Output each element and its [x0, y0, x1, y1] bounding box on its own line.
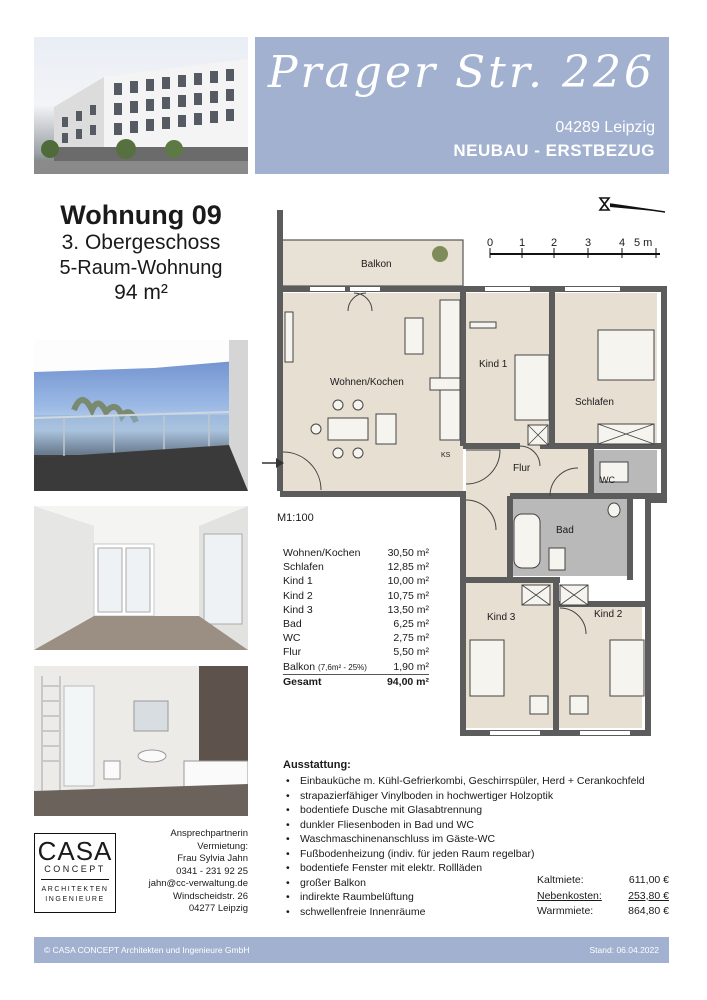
- logo-line-architects: ARCHITEKTEN: [41, 886, 109, 893]
- street-title: Prager Str. 226: [267, 47, 655, 98]
- scale-tick: 1: [519, 237, 526, 249]
- feature-item: • strapazierfähiger Vinylboden in hochwertiger Holzoptik: [283, 789, 683, 804]
- building-photo: [34, 37, 248, 174]
- scale-tick: 5 m: [634, 237, 653, 249]
- scale-tick: 4: [619, 237, 626, 249]
- rent-table: [537, 873, 669, 920]
- feature-item: • indirekte Raumbelüftung: [283, 890, 683, 905]
- logo-sub: CONCEPT: [44, 864, 106, 874]
- logo-divider: [41, 879, 109, 880]
- tagline: NEUBAU - ERSTBEZUG: [453, 141, 655, 160]
- unit-floor: 3. Obergeschoss: [61, 231, 221, 254]
- rent-row-kalt: Kaltmiete: 611,00 €: [537, 874, 669, 886]
- footer-copyright: © CASA CONCEPT Architekten und Ingenieure GmbH: [44, 945, 250, 955]
- area-row: Kind 1 10,00 m²: [283, 575, 429, 588]
- unit-rooms: 5-Raum-Wohnung: [59, 257, 223, 279]
- logo-name: CASA: [37, 836, 113, 866]
- features-title: Ausstattung:: [283, 759, 351, 771]
- scale-bar: [487, 237, 660, 258]
- room-label-ks: KS: [441, 452, 451, 459]
- footer-bar: [34, 937, 669, 963]
- area-row: Wohnen/Kochen 30,50 m²: [283, 547, 429, 559]
- area-row: Kind 3 13,50 m²: [283, 603, 429, 616]
- bathroom-photo: [34, 666, 248, 816]
- feature-item: • dunkler Fliesenboden in Bad und WC: [283, 818, 683, 833]
- room-label-bad: Bad: [556, 525, 574, 536]
- unit-title: Wohnung 09: [60, 200, 222, 230]
- room-label-kind1: Kind 1: [479, 359, 508, 370]
- area-row-total: Gesamt 94,00 m²: [283, 675, 429, 688]
- unit-info: [34, 200, 248, 306]
- city: 04289 Leipzig: [555, 119, 655, 136]
- scale-tick: 2: [551, 237, 558, 249]
- rent-row-warm: Warmmiete: 864,80 €: [537, 905, 669, 917]
- room-label-schlafen: Schlafen: [575, 397, 614, 408]
- contact-block: [130, 828, 248, 916]
- area-row-balkon: Balkon (7,6m² - 25%) 1,90 m²: [283, 660, 429, 673]
- room-photo: [34, 506, 248, 650]
- contact-email[interactable]: jahn@cc-verwaltung.de: [148, 878, 248, 889]
- area-row: WC 2,75 m²: [283, 632, 429, 645]
- feature-item: • Einbauküche m. Kühl-Gefrierkombi, Geschirrspüler, Herd + Cerankochfeld: [283, 774, 683, 789]
- title-panel: [255, 37, 669, 174]
- north-arrow-icon: [600, 198, 665, 212]
- room-label-kind3: Kind 3: [487, 612, 516, 623]
- company-logo: [34, 833, 116, 913]
- feature-item: • Fußbodenheizung (indiv. für jeden Raum regelbar): [283, 847, 683, 862]
- footer-date: Stand: 06.04.2022: [589, 945, 659, 955]
- room-label-wohnen: Wohnen/Kochen: [330, 377, 404, 388]
- contact-name: Frau Sylvia Jahn: [177, 853, 248, 864]
- feature-item: • schwellenfreie Innenräume: [283, 905, 683, 920]
- logo-line-engineers: INGENIEURE: [45, 896, 105, 903]
- contact-phone[interactable]: 0341 - 231 92 25: [176, 865, 248, 877]
- rent-row-neben: Nebenkosten: 253,80 €: [537, 889, 669, 902]
- feature-item: • bodentiefe Dusche mit Glasabtrennung: [283, 803, 683, 818]
- area-row: Kind 2 10,75 m²: [283, 589, 429, 602]
- scale-tick: 0: [487, 237, 494, 249]
- balcony-photo: [34, 340, 248, 491]
- room-label-flur: Flur: [513, 463, 531, 474]
- room-label-wc: WC: [600, 475, 615, 485]
- contact-line: Vermietung:: [197, 840, 248, 852]
- room-label-kind2: Kind 2: [594, 609, 623, 620]
- feature-item: • bodentiefe Fenster mit elektr. Rollläden: [283, 861, 683, 876]
- contact-city: 04277 Leipzig: [188, 903, 248, 914]
- feature-item: • Waschmaschinenanschluss im Gäste-WC: [283, 832, 683, 847]
- area-row: Flur 5,50 m²: [283, 646, 429, 659]
- contact-street: Windscheidstr. 26: [173, 890, 248, 902]
- plan-scale: M1:100: [277, 512, 314, 524]
- area-row: Schlafen 12,85 m²: [283, 561, 429, 574]
- room-label-balkon: Balkon: [361, 259, 392, 270]
- feature-item: • großer Balkon: [283, 876, 683, 891]
- area-table: [283, 546, 429, 689]
- unit-area: 94 m²: [114, 281, 168, 304]
- contact-line: Ansprechpartnerin: [170, 828, 248, 839]
- area-row: Bad 6,25 m²: [283, 617, 429, 630]
- scale-tick: 3: [585, 237, 592, 249]
